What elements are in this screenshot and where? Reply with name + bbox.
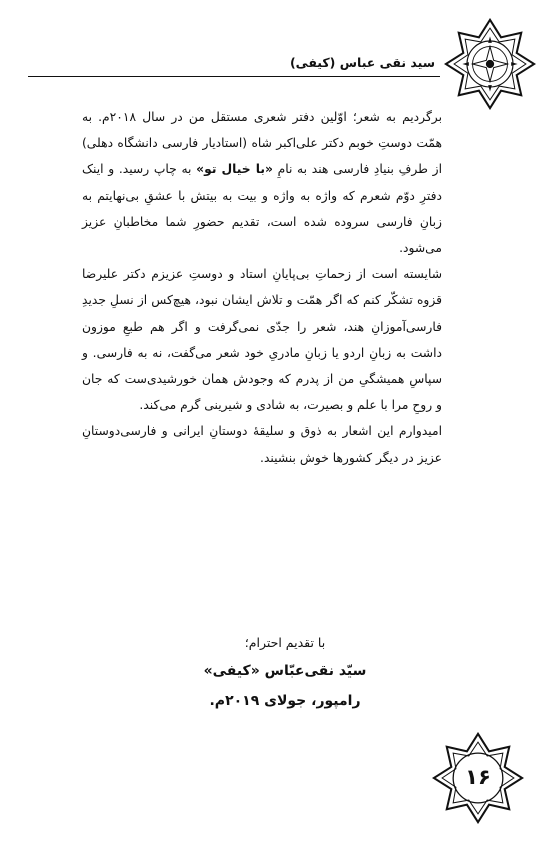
- signoff: [150, 630, 420, 716]
- signoff-author: سیّد نقی‌عبّاس «کیفی»: [203, 663, 367, 679]
- body-text: [82, 104, 442, 471]
- paragraph-2: شایسته است از زحماتِ بی‌پایانِ استاد و دوستِ عزیزم دکتر علیرضا قزوه تشکّر کنم که اگر همّت و تلاش ایشان نبود، هیچ‌کس از نسلِ جدیدِ فارسی‌آموزانِ هند، شعر را جدّی نمی‌گرفت و اگر هم طبعِ موزون داشت به زبانِ اردو یا زبانِ مادریِ خود شعر می‌گفت، نه به فارسی. و سپاسِ همیشگیِ من از پدرم که وجودش همان خورشیدی‌ست که جان و روحِ مرا با علم و بصیرت، به شادی و شیرینی گرم می‌کند.: [82, 267, 442, 413]
- paragraph-1-part-2: به چاپ رسید. و اینک دفترِ دوّم شعرم که واژه به واژه و بیت به بیتش با عشقِ بی‌نهایتم به زبانِ فارسی سروده شده است، تقدیم حضورِ شما مخاطبانِ عزیز می‌شود.: [82, 162, 442, 256]
- book-title: «با خیال تو»: [196, 162, 273, 177]
- page-number: ۱۶: [465, 765, 491, 789]
- header-rule: [28, 76, 440, 77]
- signoff-place-date: رامپور، جولای ۲۰۱۹م.: [209, 693, 361, 709]
- signoff-greeting: با تقدیم احترام؛: [244, 635, 326, 650]
- running-header: سید نقی عباس (کیفی): [289, 55, 435, 70]
- paragraph-3: امیدوارم این اشعار به ذوق و سلیقۀ دوستانِ ایرانی و فارسی‌دوستانِ عزیز در دیگر کشورها خوش بنشیند.: [82, 424, 442, 465]
- rosette-ornament-icon: [444, 18, 536, 110]
- paragraph-1: [82, 104, 442, 261]
- paragraph-1-part-1: برگردیم به شعر؛ اوّلین دفتر شعری مستقل من در سال ۲۰۱۸م. به همّت دوستِ خوبم دکتر علی‌اکبر شاه (استادیار فارسی دانشگاه دهلی) از طرفِ بنیادِ فارسی هند به نامِ: [82, 110, 443, 177]
